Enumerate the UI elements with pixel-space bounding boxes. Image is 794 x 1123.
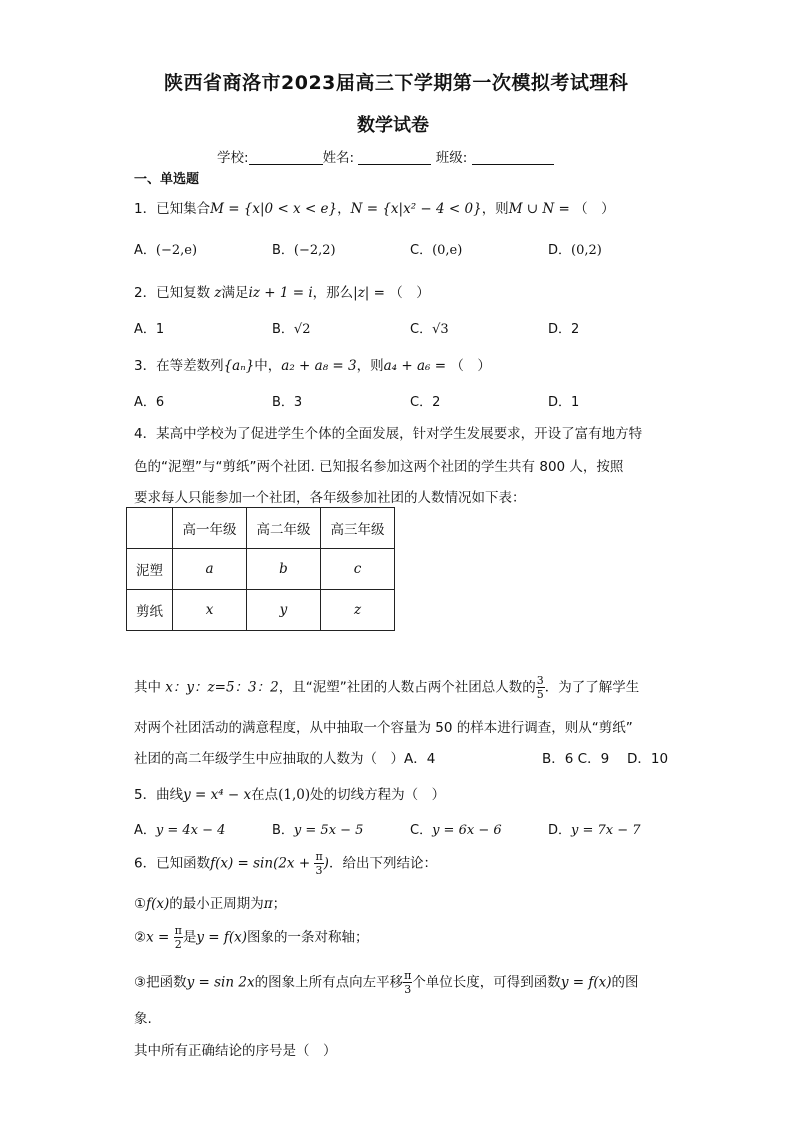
q6-eq: y = f(x): [560, 974, 612, 991]
q6-text: 图象的一条对称轴；: [247, 929, 369, 946]
question-4-line-2: 色的“泥塑”与“剪纸”两个社团. 已知报名参加这两个社团的学生共有 800 人，按照: [134, 459, 624, 475]
option-label: C．: [410, 395, 433, 410]
table-header-cell: [127, 508, 173, 549]
q3-option-c[interactable]: [410, 391, 440, 410]
q1-expr: M ∪ N: [508, 201, 555, 217]
q3-expr: a₄ + a₆: [383, 358, 431, 374]
name-blank[interactable]: [358, 150, 431, 165]
q5-option-c[interactable]: [410, 819, 502, 838]
q1-prefix: 1．已知集合: [134, 201, 211, 217]
option-value: 2: [571, 322, 580, 337]
option-label: C．: [410, 823, 433, 838]
question-4-line-3: 要求每人只能参加一个社团，各年级参加社团的人数情况如下表：: [134, 490, 526, 506]
q6-eq: y = sin 2x: [186, 974, 255, 991]
q4-fraction: [536, 675, 545, 700]
q5-option-a[interactable]: [134, 819, 225, 838]
option-label: B．: [272, 395, 294, 410]
option-value: √2: [293, 322, 311, 337]
q2-option-d[interactable]: [548, 318, 579, 337]
q3-option-d[interactable]: [548, 391, 579, 410]
conclusion-marker: ②: [134, 929, 147, 946]
q6-conclusion-2: [134, 925, 369, 950]
class-blank[interactable]: [472, 150, 554, 165]
q6-prefix: 6．已知函数: [134, 855, 211, 872]
q2-option-c[interactable]: [410, 318, 449, 337]
q2-tail1: ，那么: [312, 285, 354, 301]
table-row: [127, 549, 395, 590]
table-header-row: [127, 508, 395, 549]
q6-tail: ．给出下列结论：: [328, 855, 437, 872]
q1-sep: ，: [337, 201, 351, 217]
question-2: [134, 281, 430, 301]
q6-func-lhs: f(x) = sin(2x +: [210, 855, 315, 872]
q2-mid: 满足: [221, 285, 249, 301]
question-5: [134, 783, 445, 803]
option-label: B．: [272, 823, 294, 838]
q3-prefix: 3．在等差数列: [134, 358, 224, 374]
q4-text: ．为了了解学生: [544, 679, 640, 696]
q2-prefix: 2．已知复数: [134, 285, 215, 301]
option-label: D．: [548, 395, 572, 410]
fraction-numerator: π: [315, 850, 323, 863]
q6-text: 是: [182, 929, 197, 946]
fraction-numerator: 3: [536, 674, 544, 687]
option-value: y = 4x − 4: [155, 823, 226, 838]
question-1: [134, 197, 615, 217]
q1-option-c[interactable]: [410, 239, 462, 258]
q1-tail: = （ ）: [554, 201, 615, 217]
q5-point: (1,0): [278, 787, 311, 803]
option-label: D．: [548, 823, 572, 838]
option-value: 1: [571, 395, 580, 410]
fraction-numerator: π: [404, 969, 412, 982]
q2-abs: |z|: [353, 285, 370, 301]
q4-text: 其中: [134, 679, 166, 696]
fraction-denominator: 2: [174, 938, 182, 951]
option-value: 6: [155, 395, 165, 410]
q1-then: ，则: [481, 201, 509, 217]
fraction-numerator: π: [174, 924, 182, 937]
q6-func-fraction: [314, 851, 323, 876]
q6-conclusion-3-cont: 象.: [134, 1011, 152, 1027]
option-value: y = 5x − 5: [293, 823, 364, 838]
question-4-line-1: 4．某高中学校为了促进学生个体的全面发展，针对学生发展要求，开设了富有地方特: [134, 426, 643, 442]
q3-option-b[interactable]: [272, 391, 302, 410]
q5-option-b[interactable]: [272, 819, 363, 838]
q6-f: f(x): [146, 896, 170, 912]
option-value: y = 6x − 6: [432, 823, 502, 838]
option-value: (0,e): [432, 243, 463, 258]
school-blank[interactable]: [249, 150, 323, 165]
q6-pi: π: [263, 896, 273, 912]
question-6: [134, 851, 437, 876]
option-label: D．: [548, 322, 572, 337]
q6-text: 个单位长度，可得到函数: [412, 974, 561, 991]
table-cell: x: [173, 590, 247, 631]
q4-option-d[interactable]: D．10: [627, 751, 669, 767]
q3-option-a[interactable]: [134, 391, 164, 410]
table-cell: b: [247, 549, 321, 590]
option-value: 2: [432, 395, 441, 410]
page-subtitle: 数学试卷: [357, 115, 429, 136]
fraction-denominator: 5: [536, 688, 544, 701]
q5-tail: 处的切线方程为（ ）: [310, 787, 446, 803]
option-value: (−2,2): [293, 243, 336, 258]
q1-set-n: N = {x|x² − 4 < 0}: [350, 201, 482, 217]
student-info-line: [217, 146, 554, 166]
conclusion-marker: ①: [134, 896, 147, 912]
option-label: A．: [134, 823, 156, 838]
question-4-after-line-1: [134, 675, 639, 700]
option-label: C．: [410, 322, 433, 337]
q4-ratio: x：y：z=5：3：2: [165, 679, 279, 696]
q2-var: z: [214, 285, 222, 301]
q6-text: ③把函数: [134, 974, 187, 991]
q2-option-a[interactable]: [134, 318, 164, 337]
name-label: 姓名:: [322, 150, 355, 166]
q6-final-question: 其中所有正确结论的序号是（ ）: [134, 1043, 337, 1059]
school-label: 学校:: [217, 150, 249, 166]
option-value: (−2,e): [155, 243, 198, 258]
page-title: 陕西省商洛市2023届高三下学期第一次模拟考试理科: [164, 72, 629, 94]
q1-option-d[interactable]: [548, 239, 602, 258]
table-row: [127, 590, 395, 631]
option-value: √3: [432, 322, 449, 337]
table-header-cell: 高二年级: [247, 508, 321, 549]
table-row-label: 泥塑: [127, 549, 173, 590]
q5-prefix: 5．曲线: [134, 787, 184, 803]
table-header-cell: 高一年级: [173, 508, 247, 549]
q5-option-d[interactable]: [548, 819, 641, 838]
option-label: A．: [134, 243, 156, 258]
q2-option-b[interactable]: [272, 318, 310, 337]
q6-c3-fraction: [403, 970, 412, 995]
q6-conclusion-1: [134, 892, 286, 912]
q5-curve: y = x⁴ − x: [183, 787, 252, 803]
q4-options-bc[interactable]: B．6 C．9: [542, 751, 610, 767]
question-4-after-line-2: 对两个社团活动的满意程度，从中抽取一个容量为 50 的样本进行调查，则从“剪纸”: [134, 720, 633, 736]
option-label: C．: [410, 243, 433, 258]
q6-text: 的图象上所有点向左平移: [254, 974, 404, 991]
option-value: 3: [293, 395, 303, 410]
section-heading: 一、单选题: [134, 172, 200, 187]
q6-text: 的最小正周期为: [169, 896, 264, 912]
class-label: 班级:: [435, 150, 468, 166]
table-cell: z: [321, 590, 395, 631]
fraction-denominator: 3: [404, 983, 412, 996]
option-value: y = 7x − 7: [571, 823, 641, 838]
table-cell: a: [173, 549, 247, 590]
option-value: (0,2): [571, 243, 602, 258]
question-3: [134, 354, 491, 374]
q5-mid: 在点: [251, 787, 279, 803]
table-cell: y: [247, 590, 321, 631]
q6-text: ；: [272, 896, 287, 912]
q4-text: ，且“泥塑”社团的人数占两个社团总人数的: [278, 679, 536, 696]
option-label: B．: [272, 243, 294, 258]
question-4-after-line-3: 社团的高二年级学生中应抽取的人数为（ ）A．4: [134, 751, 436, 767]
table-cell: c: [321, 549, 395, 590]
q2-tail2: = （ ）: [369, 285, 430, 301]
fraction-denominator: 3: [315, 864, 323, 877]
q1-option-b[interactable]: [272, 239, 336, 258]
option-label: B．: [272, 322, 294, 337]
q2-equation: iz + 1 = i: [248, 285, 313, 301]
q3-condition: a₂ + a₈ = 3: [281, 358, 357, 374]
q6-text: 的图: [611, 974, 639, 991]
q3-mid: 中，: [254, 358, 282, 374]
q1-option-a[interactable]: [134, 239, 197, 258]
table-header-cell: 高三年级: [321, 508, 395, 549]
table-row-label: 剪纸: [127, 590, 173, 631]
club-stats-table: [126, 507, 395, 631]
q3-then: ，则: [356, 358, 384, 374]
q1-set-m: M = {x|0 < x < e}: [210, 201, 338, 217]
q3-tail: = （ ）: [430, 358, 491, 374]
option-value: 1: [155, 322, 165, 337]
q6-c2-fraction: [174, 925, 183, 950]
q6-x: x =: [146, 929, 174, 946]
option-label: A．: [134, 395, 156, 410]
q6-conclusion-3: [134, 970, 638, 995]
option-label: A．: [134, 322, 156, 337]
q6-func-rhs: ): [323, 855, 329, 872]
q3-sequence: {aₙ}: [223, 358, 255, 374]
q6-eq: y = f(x): [196, 929, 248, 946]
option-label: D．: [548, 243, 572, 258]
